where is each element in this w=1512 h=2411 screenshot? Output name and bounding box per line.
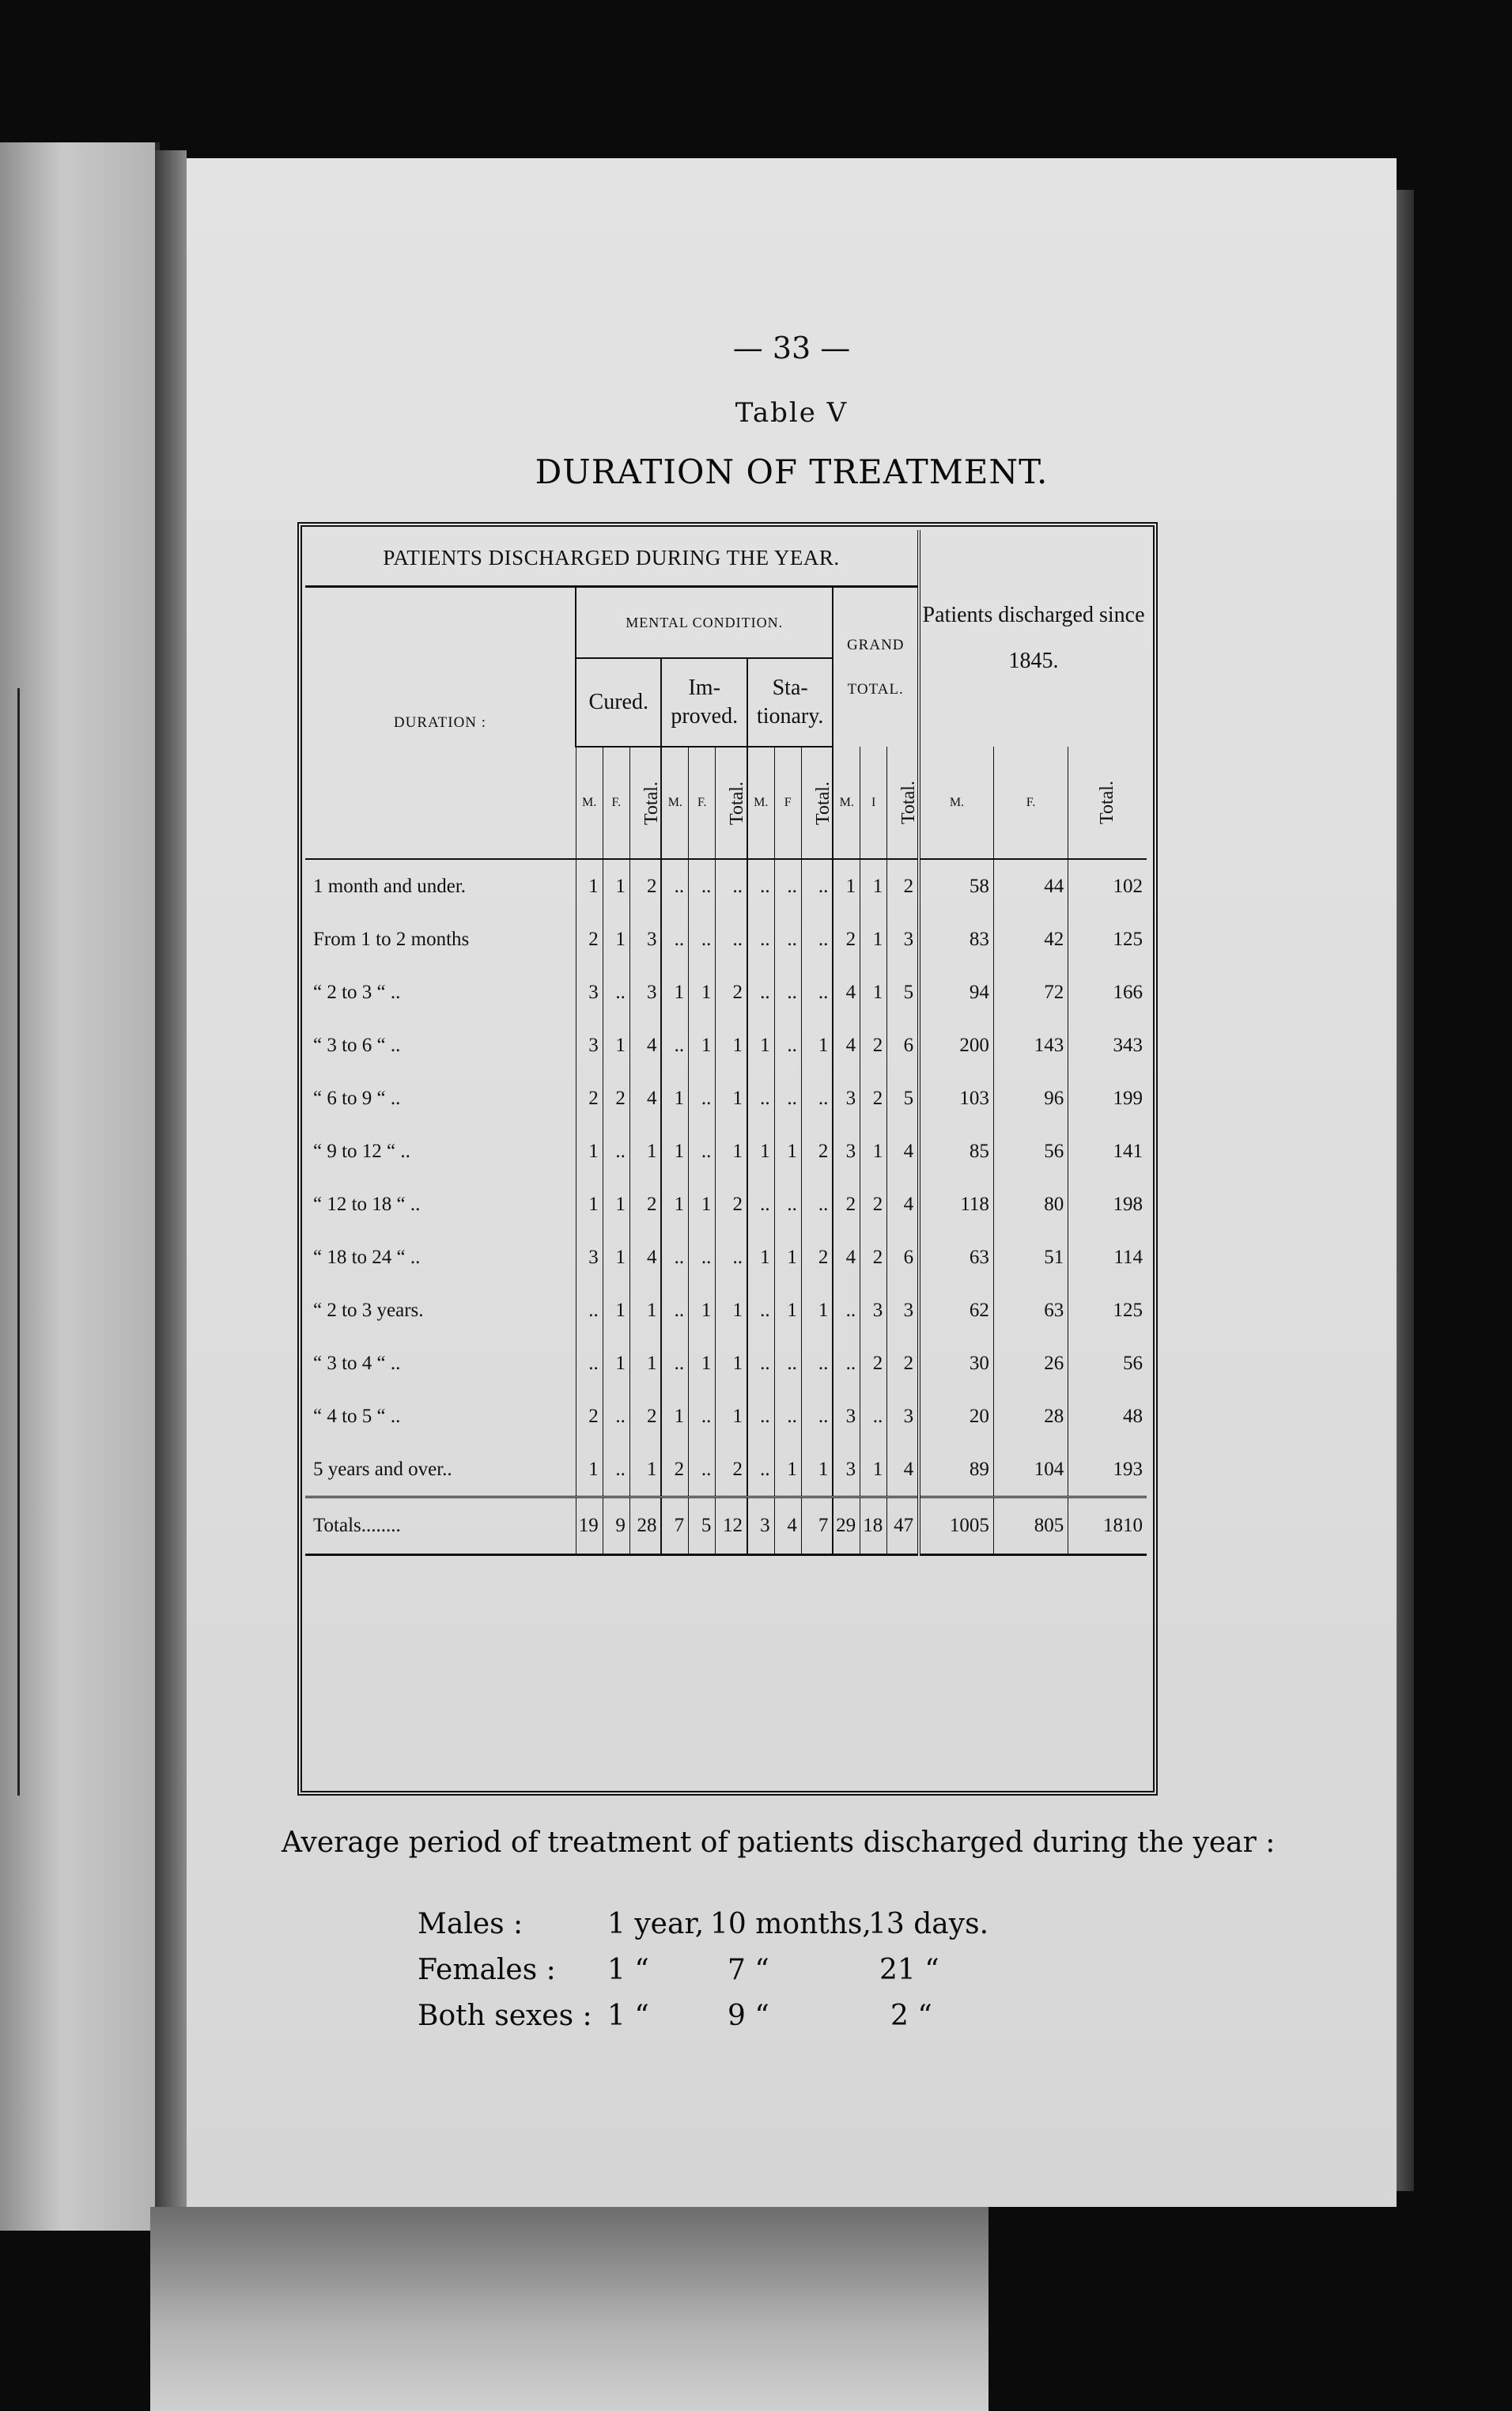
- cell-value: 1: [747, 1019, 774, 1072]
- table-row: [305, 1337, 1147, 1390]
- cell-value: 6: [887, 1231, 919, 1284]
- cell-value: 2: [860, 1231, 887, 1284]
- cell-value: 2: [716, 1178, 747, 1231]
- cell-value: 51: [993, 1231, 1068, 1284]
- cell-value: 1: [603, 1019, 629, 1072]
- cell-value: 1: [629, 1125, 661, 1178]
- header-m: M.: [833, 747, 860, 859]
- cell-value: 29: [833, 1497, 860, 1555]
- page-edge-shadow: [1397, 190, 1414, 2191]
- cell-value: 1: [774, 1284, 801, 1337]
- cell-value: ..: [833, 1284, 860, 1337]
- cell-value: ..: [833, 1337, 860, 1390]
- cell-value: 114: [1068, 1231, 1147, 1284]
- cell-value: 3: [887, 1284, 919, 1337]
- cell-value: ..: [661, 1231, 688, 1284]
- row-label: 1 month and under.: [313, 875, 467, 897]
- cell-value: 125: [1068, 913, 1147, 966]
- cell-value: ..: [801, 1178, 833, 1231]
- cell-value: 89: [919, 1443, 993, 1497]
- cell-value: 104: [993, 1443, 1068, 1497]
- cell-value: 1005: [919, 1497, 993, 1555]
- table-title: DURATION OF TREATMENT.: [535, 452, 1049, 491]
- average-row-both: [418, 2000, 1050, 2046]
- cell-value: 118: [919, 1178, 993, 1231]
- row-label: “ 18 to 24 “ ..: [313, 1246, 421, 1268]
- cell-value: ..: [747, 859, 774, 913]
- cell-value: ..: [661, 913, 688, 966]
- cell-value: ..: [774, 1072, 801, 1125]
- cell-value: 143: [993, 1019, 1068, 1072]
- cell-value: ..: [603, 1390, 629, 1443]
- cell-value: 58: [919, 859, 993, 913]
- cell-value: 1: [576, 859, 603, 913]
- cell-value: 56: [993, 1125, 1068, 1178]
- left-page-edge: [0, 142, 160, 2231]
- header-total: Total.: [1097, 781, 1118, 824]
- cell-value: 4: [629, 1019, 661, 1072]
- header-f: F.: [689, 747, 716, 859]
- cell-value: 2: [887, 859, 919, 913]
- cell-value: 1: [860, 1443, 887, 1497]
- table-row: [305, 1231, 1147, 1284]
- cell-value: 80: [993, 1178, 1068, 1231]
- cell-value: 1: [716, 1284, 747, 1337]
- duration-table: [305, 530, 1147, 1556]
- cell-value: ..: [774, 1390, 801, 1443]
- cell-value: ..: [801, 1072, 833, 1125]
- cell-value: 4: [833, 966, 860, 1019]
- cell-value: 85: [919, 1125, 993, 1178]
- cell-value: 1: [603, 1231, 629, 1284]
- cell-value: ..: [661, 1019, 688, 1072]
- totals-row: [305, 1497, 1147, 1555]
- cell-value: ..: [801, 913, 833, 966]
- cell-value: 2: [576, 1072, 603, 1125]
- average-months: 10 months,: [710, 1908, 871, 1940]
- average-label: Males :: [418, 1908, 524, 1940]
- header-patients-discharged: PATIENTS DISCHARGED DURING THE YEAR.: [305, 530, 919, 587]
- cell-value: 26: [993, 1337, 1068, 1390]
- cell-value: ..: [747, 1284, 774, 1337]
- cell-value: 3: [576, 1231, 603, 1284]
- header-mental-condition: MENTAL CONDITION.: [576, 587, 833, 659]
- cell-value: 1: [661, 966, 688, 1019]
- header-total: Total.: [727, 781, 748, 825]
- header-total: Total.: [641, 781, 662, 825]
- cell-value: ..: [716, 913, 747, 966]
- cell-value: 1: [801, 1443, 833, 1497]
- row-label: “ 9 to 12 “ ..: [313, 1140, 410, 1162]
- cell-value: 1: [774, 1231, 801, 1284]
- cell-value: ..: [774, 1337, 801, 1390]
- cell-value: ..: [603, 1125, 629, 1178]
- cell-value: 5: [887, 966, 919, 1019]
- row-label: “ 2 to 3 “ ..: [313, 981, 401, 1003]
- cell-value: ..: [747, 1443, 774, 1497]
- cell-value: ..: [774, 1019, 801, 1072]
- cell-value: 1: [576, 1125, 603, 1178]
- cell-value: 1: [801, 1019, 833, 1072]
- table-row: [305, 1443, 1147, 1497]
- cell-value: 1: [689, 1178, 716, 1231]
- cell-value: 1: [689, 1337, 716, 1390]
- cell-value: 1: [860, 913, 887, 966]
- cell-value: 3: [629, 966, 661, 1019]
- cell-value: 1: [603, 1337, 629, 1390]
- cell-value: 2: [860, 1178, 887, 1231]
- cell-value: 1: [603, 1284, 629, 1337]
- cell-value: 96: [993, 1072, 1068, 1125]
- cell-value: ..: [689, 913, 716, 966]
- cell-value: 2: [860, 1072, 887, 1125]
- cell-value: 3: [833, 1072, 860, 1125]
- cell-value: 2: [576, 913, 603, 966]
- average-days: 13 days.: [868, 1908, 989, 1940]
- cell-value: ..: [716, 1231, 747, 1284]
- cell-value: 1: [661, 1390, 688, 1443]
- cell-value: 1810: [1068, 1497, 1147, 1555]
- cell-value: 4: [887, 1125, 919, 1178]
- cell-value: ..: [774, 913, 801, 966]
- table-label: Table V: [735, 397, 849, 429]
- cell-value: 1: [833, 859, 860, 913]
- row-label: From 1 to 2 months: [313, 928, 470, 950]
- cell-value: 12: [716, 1497, 747, 1555]
- header-total: Total.: [898, 781, 920, 824]
- average-days: 2 “: [890, 2000, 932, 2032]
- cell-value: 1: [716, 1019, 747, 1072]
- cell-value: 20: [919, 1390, 993, 1443]
- cell-value: 3: [833, 1125, 860, 1178]
- cell-value: 1: [860, 966, 887, 1019]
- cell-value: 102: [1068, 859, 1147, 913]
- cell-value: 2: [603, 1072, 629, 1125]
- cell-value: 1: [689, 1284, 716, 1337]
- cell-value: ..: [747, 1390, 774, 1443]
- cell-value: 2: [801, 1125, 833, 1178]
- header-duration: DURATION :: [305, 587, 576, 860]
- cell-value: 19: [576, 1497, 603, 1555]
- cell-value: 2: [833, 1178, 860, 1231]
- cell-value: 2: [661, 1443, 688, 1497]
- cell-value: ..: [689, 859, 716, 913]
- cell-value: 62: [919, 1284, 993, 1337]
- cell-value: 1: [801, 1284, 833, 1337]
- cell-value: 200: [919, 1019, 993, 1072]
- cell-value: 48: [1068, 1390, 1147, 1443]
- cell-value: 193: [1068, 1443, 1147, 1497]
- average-label: Both sexes :: [418, 2000, 592, 2032]
- cell-value: ..: [801, 1390, 833, 1443]
- header-m: M.: [919, 747, 993, 859]
- cell-value: 1: [716, 1337, 747, 1390]
- cell-value: 2: [860, 1337, 887, 1390]
- cell-value: 3: [887, 1390, 919, 1443]
- cell-value: 2: [833, 913, 860, 966]
- cell-value: 2: [801, 1231, 833, 1284]
- cell-value: 141: [1068, 1125, 1147, 1178]
- cell-value: 44: [993, 859, 1068, 913]
- cell-value: 1: [716, 1125, 747, 1178]
- cell-value: 343: [1068, 1019, 1147, 1072]
- cell-value: 1: [689, 966, 716, 1019]
- cell-value: 7: [661, 1497, 688, 1555]
- cell-value: 28: [629, 1497, 661, 1555]
- average-row-males: [418, 1908, 1050, 1954]
- cell-value: ..: [603, 1443, 629, 1497]
- cell-value: 4: [887, 1443, 919, 1497]
- cell-value: 3: [576, 966, 603, 1019]
- cell-value: 72: [993, 966, 1068, 1019]
- cell-value: 166: [1068, 966, 1147, 1019]
- page-number: — 33 —: [732, 331, 851, 365]
- average-intro: Average period of treatment of patients discharged during the year :: [282, 1826, 1276, 1859]
- cell-value: ..: [689, 1125, 716, 1178]
- cell-value: 1: [603, 1178, 629, 1231]
- header-f: F.: [603, 747, 629, 859]
- cell-value: 83: [919, 913, 993, 966]
- cell-value: 1: [661, 1125, 688, 1178]
- header-f: I: [860, 747, 887, 859]
- cell-value: 2: [716, 1443, 747, 1497]
- cell-value: 47: [887, 1497, 919, 1555]
- cell-value: 3: [860, 1284, 887, 1337]
- average-label: Females :: [418, 1954, 556, 1986]
- cell-value: 3: [747, 1497, 774, 1555]
- cell-value: 4: [887, 1178, 919, 1231]
- cell-value: ..: [603, 966, 629, 1019]
- cell-value: 1: [661, 1178, 688, 1231]
- average-row-females: [418, 1954, 1050, 2000]
- cell-value: 28: [993, 1390, 1068, 1443]
- cell-value: ..: [747, 1337, 774, 1390]
- row-label: “ 3 to 6 “ ..: [313, 1034, 401, 1056]
- cell-value: 4: [629, 1072, 661, 1125]
- cell-value: ..: [576, 1337, 603, 1390]
- average-years: 1 year,: [607, 1908, 705, 1940]
- cell-value: 2: [860, 1019, 887, 1072]
- header-improved: Im- proved.: [661, 658, 747, 747]
- cell-value: 5: [887, 1072, 919, 1125]
- average-months: 9 “: [728, 2000, 769, 2032]
- cell-value: 1: [576, 1443, 603, 1497]
- cell-value: 1: [603, 859, 629, 913]
- cell-value: 1: [860, 1125, 887, 1178]
- average-summary: [418, 1908, 1050, 2046]
- header-f: F: [774, 747, 801, 859]
- cell-value: ..: [661, 859, 688, 913]
- header-grand-total: GRAND TOTAL.: [833, 587, 919, 748]
- cell-value: 63: [993, 1284, 1068, 1337]
- cell-value: ..: [774, 1178, 801, 1231]
- cell-value: 2: [887, 1337, 919, 1390]
- row-label: “ 4 to 5 “ ..: [313, 1405, 401, 1427]
- bottom-page-strip: [150, 2207, 988, 2411]
- cell-value: ..: [860, 1390, 887, 1443]
- row-label: “ 6 to 9 “ ..: [313, 1087, 401, 1109]
- cell-value: 42: [993, 913, 1068, 966]
- cell-value: ..: [774, 966, 801, 1019]
- cell-value: 3: [576, 1019, 603, 1072]
- header-stationary: Sta- tionary.: [747, 658, 833, 747]
- cell-value: ..: [576, 1284, 603, 1337]
- cell-value: ..: [716, 859, 747, 913]
- row-label: Totals........: [305, 1497, 576, 1555]
- cell-value: 125: [1068, 1284, 1147, 1337]
- cell-value: 1: [629, 1337, 661, 1390]
- cell-value: 3: [833, 1443, 860, 1497]
- cell-value: 1: [661, 1072, 688, 1125]
- cell-value: 1: [603, 913, 629, 966]
- cell-value: 198: [1068, 1178, 1147, 1231]
- cell-value: 1: [576, 1178, 603, 1231]
- cell-value: 1: [629, 1284, 661, 1337]
- table-row: [305, 966, 1147, 1019]
- table-row: [305, 1178, 1147, 1231]
- cell-value: ..: [689, 1443, 716, 1497]
- cell-value: 9: [603, 1497, 629, 1555]
- cell-value: ..: [747, 1072, 774, 1125]
- row-label: “ 12 to 18 “ ..: [313, 1193, 421, 1215]
- cell-value: 1: [747, 1125, 774, 1178]
- row-label: “ 3 to 4 “ ..: [313, 1352, 401, 1374]
- cell-value: ..: [689, 1072, 716, 1125]
- cell-value: 3: [833, 1390, 860, 1443]
- average-years: 1 “: [607, 1954, 649, 1986]
- table-row: [305, 859, 1147, 913]
- page: [187, 158, 1397, 2207]
- table-row: [305, 1284, 1147, 1337]
- table-row: [305, 1072, 1147, 1125]
- header-m: M.: [747, 747, 774, 859]
- cell-value: 2: [629, 859, 661, 913]
- cell-value: 805: [993, 1497, 1068, 1555]
- cell-value: 1: [689, 1019, 716, 1072]
- cell-value: 1: [774, 1125, 801, 1178]
- cell-value: 94: [919, 966, 993, 1019]
- cell-value: 4: [629, 1231, 661, 1284]
- header-total: Total.: [812, 781, 833, 825]
- book-gutter: [155, 150, 187, 2223]
- cell-value: 4: [833, 1231, 860, 1284]
- cell-value: 4: [833, 1019, 860, 1072]
- header-cured: Cured.: [576, 658, 661, 747]
- cell-value: 2: [576, 1390, 603, 1443]
- cell-value: 56: [1068, 1337, 1147, 1390]
- cell-value: 103: [919, 1072, 993, 1125]
- cell-value: ..: [774, 859, 801, 913]
- header-f: F.: [993, 747, 1068, 859]
- cell-value: ..: [747, 913, 774, 966]
- table-row: [305, 1390, 1147, 1443]
- cell-value: 3: [887, 913, 919, 966]
- cell-value: 1: [747, 1231, 774, 1284]
- row-label: 5 years and over..: [313, 1458, 452, 1480]
- left-page-rule: [0, 688, 20, 1796]
- cell-value: 18: [860, 1497, 887, 1555]
- cell-value: ..: [661, 1284, 688, 1337]
- cell-value: ..: [801, 859, 833, 913]
- cell-value: 63: [919, 1231, 993, 1284]
- cell-value: 1: [716, 1072, 747, 1125]
- cell-value: 2: [629, 1390, 661, 1443]
- cell-value: 2: [629, 1178, 661, 1231]
- table-row: [305, 1125, 1147, 1178]
- cell-value: 3: [629, 913, 661, 966]
- header-m: M.: [661, 747, 688, 859]
- average-months: 7 “: [728, 1954, 769, 1986]
- cell-value: 1: [774, 1443, 801, 1497]
- cell-value: 199: [1068, 1072, 1147, 1125]
- average-days: 21 “: [879, 1954, 939, 1986]
- cell-value: 2: [716, 966, 747, 1019]
- cell-value: 1: [629, 1443, 661, 1497]
- cell-value: ..: [801, 966, 833, 1019]
- header-patients-since: Patients discharged since 1845.: [919, 530, 1147, 747]
- cell-value: ..: [689, 1231, 716, 1284]
- cell-value: 4: [774, 1497, 801, 1555]
- cell-value: 5: [689, 1497, 716, 1555]
- header-m: M.: [576, 747, 603, 859]
- cell-value: 1: [716, 1390, 747, 1443]
- cell-value: 1: [860, 859, 887, 913]
- cell-value: ..: [747, 1178, 774, 1231]
- cell-value: ..: [689, 1390, 716, 1443]
- cell-value: ..: [747, 966, 774, 1019]
- cell-value: ..: [661, 1337, 688, 1390]
- table-row: [305, 913, 1147, 966]
- cell-value: 7: [801, 1497, 833, 1555]
- cell-value: 30: [919, 1337, 993, 1390]
- row-label: “ 2 to 3 years.: [313, 1299, 424, 1321]
- cell-value: ..: [801, 1337, 833, 1390]
- table-row: [305, 1019, 1147, 1072]
- cell-value: 6: [887, 1019, 919, 1072]
- average-years: 1 “: [607, 2000, 649, 2032]
